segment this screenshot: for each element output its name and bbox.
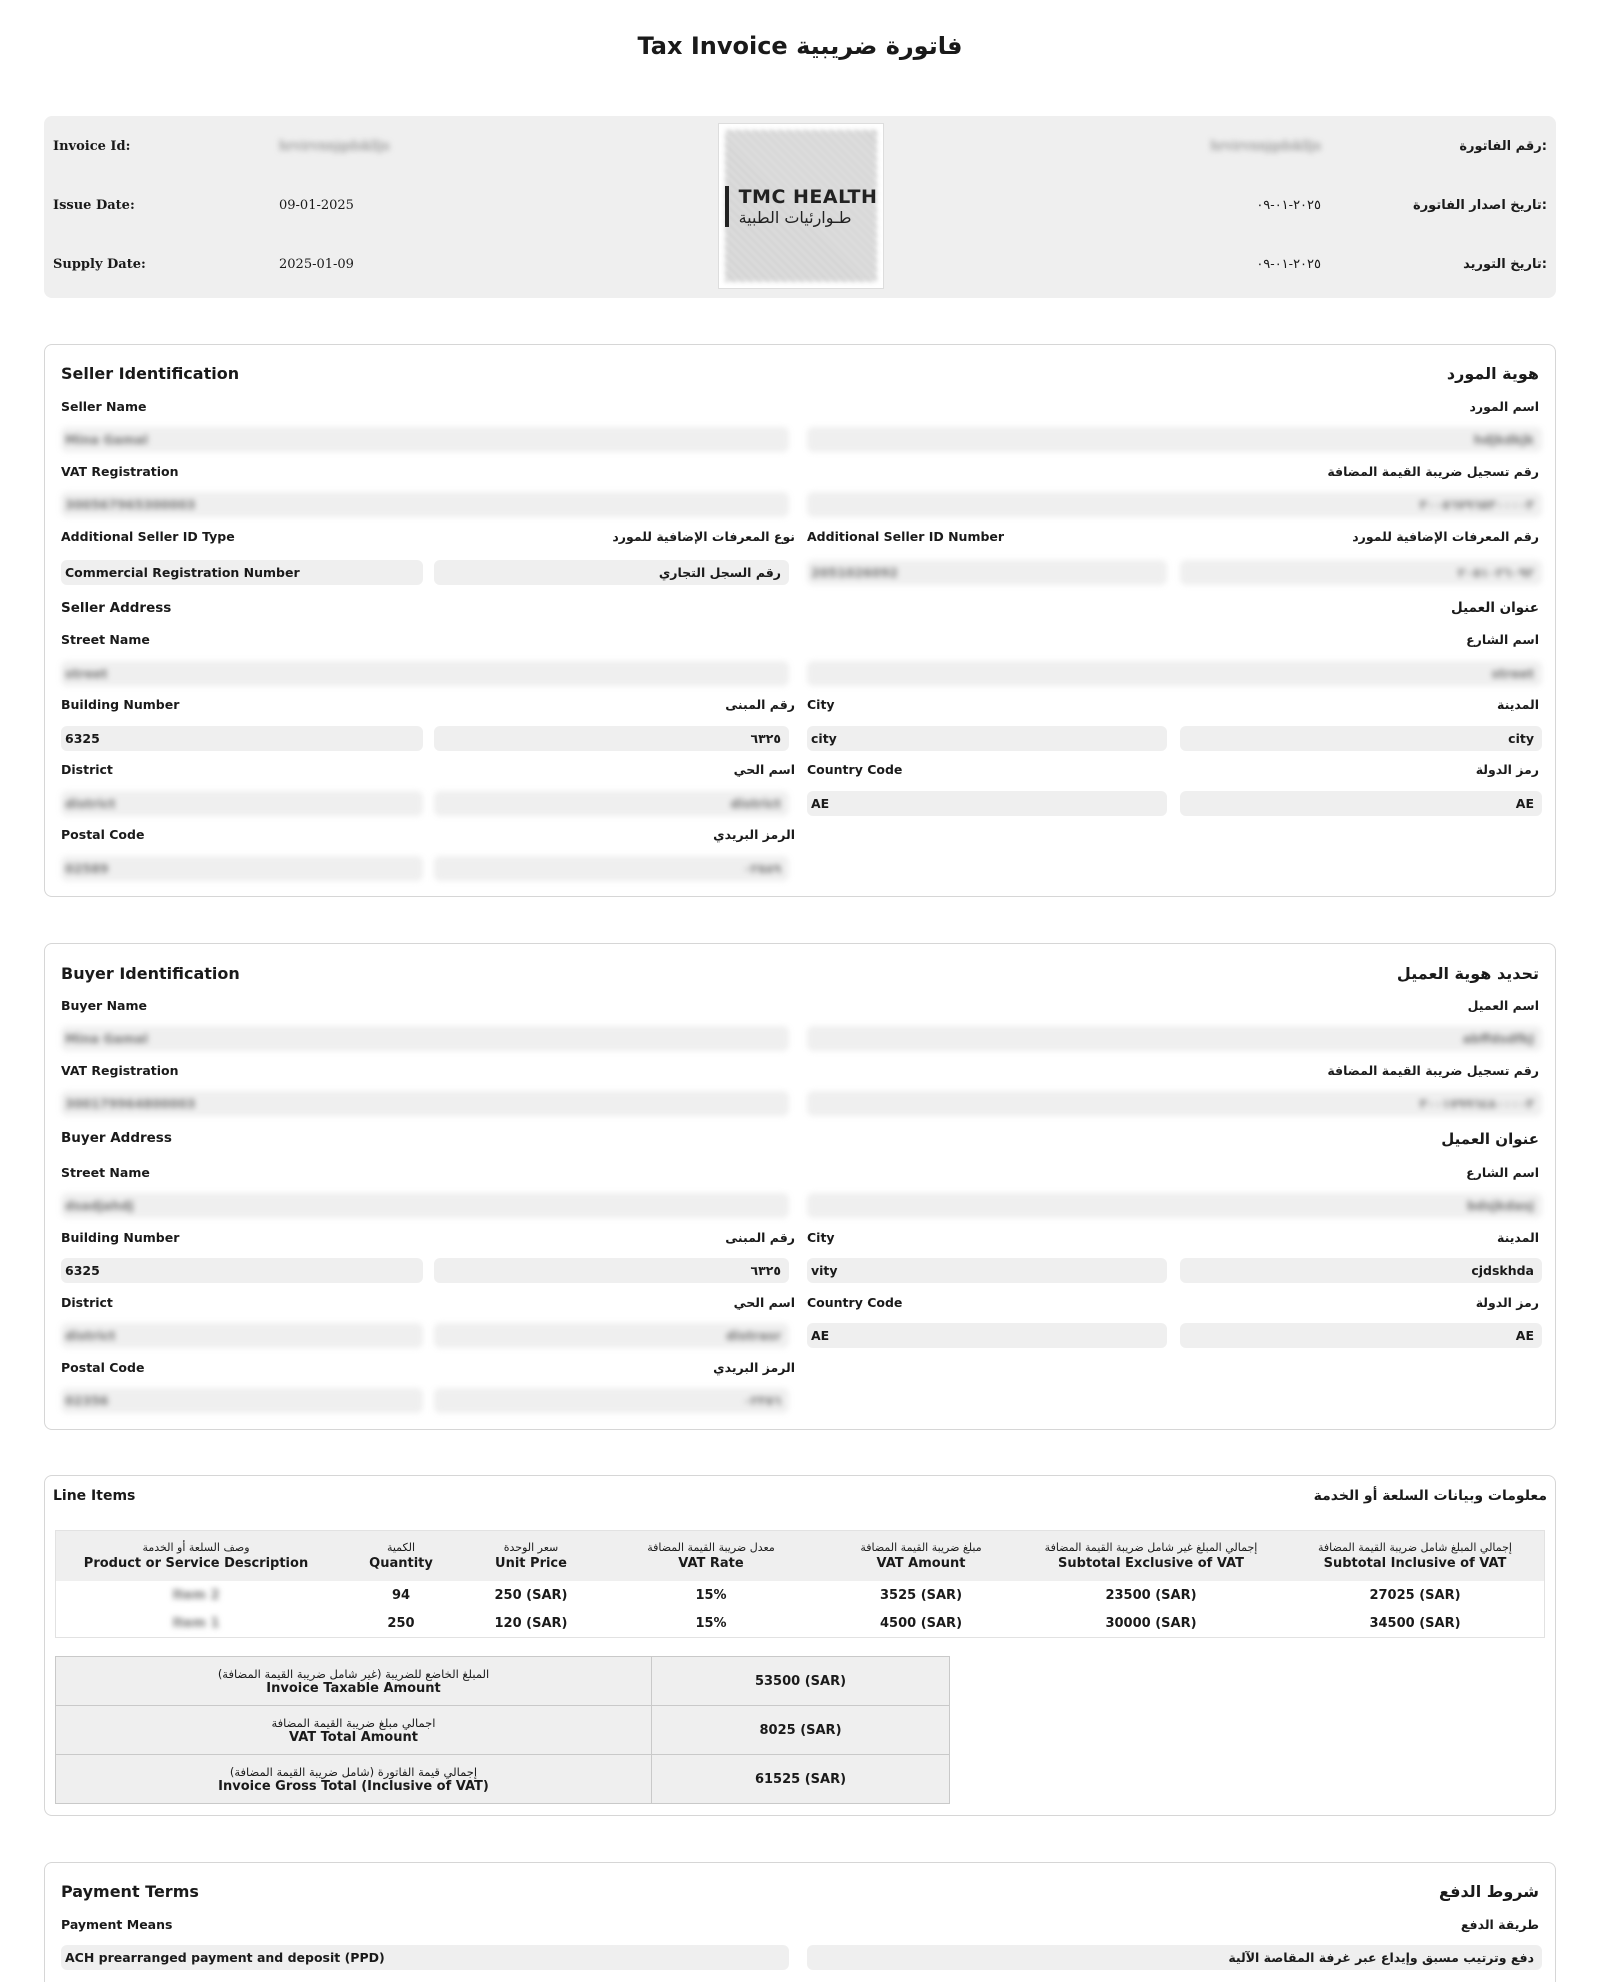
item-vat-rate: 15% bbox=[695, 1615, 727, 1631]
seller-section bbox=[44, 344, 1556, 897]
buyer-district-label: District bbox=[61, 1295, 113, 1310]
buyer-postal-field-ar: ٠٢٣٥٦ bbox=[434, 1388, 789, 1413]
buyer-city-label: City bbox=[807, 1230, 835, 1245]
buyer-city-label-ar: المدينة bbox=[1497, 1230, 1539, 1245]
buyer-title: Buyer Identification bbox=[61, 964, 240, 983]
invoice-id-value-ar: hrvirvnnjgdsklljs bbox=[1210, 139, 1321, 154]
line-items-section bbox=[44, 1475, 1556, 1816]
buyer-city-field-ar: cjdskhda bbox=[1180, 1258, 1542, 1283]
seller-title: Seller Identification bbox=[61, 364, 240, 383]
seller-name-label: Seller Name bbox=[61, 399, 147, 414]
seller-city-label: City bbox=[807, 697, 835, 712]
gross-total-value: 61525 (SAR) bbox=[652, 1755, 950, 1804]
seller-postal-field: 02589 bbox=[61, 856, 423, 881]
col-subtotal-excl: إجمالي المبلغ غير شامل ضريبة القيمة المضافة Subtotal Exclusive of VAT bbox=[1016, 1531, 1286, 1581]
col-description: وصف السلعة أو الخدمة Product or Service Description bbox=[56, 1531, 336, 1581]
line-items-table bbox=[55, 1530, 1545, 1638]
buyer-postal-label: Postal Code bbox=[61, 1360, 145, 1375]
buyer-building-field: 6325 bbox=[61, 1258, 423, 1283]
seller-id-number-field-ar: ٢٠٥١٠٢٦٠٩٢ bbox=[1180, 560, 1542, 585]
buyer-city-field: vity bbox=[807, 1258, 1167, 1283]
seller-street-field-ar: street bbox=[807, 661, 1542, 686]
payment-means-label: Payment Means bbox=[61, 1917, 173, 1932]
invoice-header bbox=[44, 116, 1556, 298]
supply-date-label-ar: تاريخ التوريد: bbox=[1463, 257, 1547, 272]
buyer-name-field-ar: abffdsdfkJ bbox=[807, 1026, 1542, 1051]
seller-country-label: Country Code bbox=[807, 762, 903, 777]
seller-district-label: District bbox=[61, 762, 113, 777]
seller-street-label: Street Name bbox=[61, 632, 150, 647]
item-subtotal-incl: 27025 (SAR) bbox=[1369, 1587, 1461, 1603]
company-logo bbox=[725, 186, 878, 227]
col-vat-amount: مبلغ ضريبة القيمة المضافة VAT Amount bbox=[826, 1531, 1016, 1581]
item-quantity: 250 bbox=[387, 1615, 415, 1631]
seller-postal-label: Postal Code bbox=[61, 827, 145, 842]
buyer-name-label: Buyer Name bbox=[61, 998, 147, 1013]
seller-vat-field-ar: ٣٠٠٥٦٧٩٦٥٣٠٠٠٠٣ bbox=[807, 492, 1542, 517]
invoice-id-value: hrvirvnnjgdsklljs bbox=[279, 139, 390, 154]
seller-name-field: Mina Gamal bbox=[61, 427, 789, 452]
seller-id-number-field: 2051026092 bbox=[807, 560, 1167, 585]
item-unit-price: 120 (SAR) bbox=[494, 1615, 568, 1631]
col-unit-price: سعر الوحدة Unit Price bbox=[466, 1531, 596, 1581]
seller-address-label-ar: عنوان العميل bbox=[1451, 600, 1539, 616]
buyer-country-label-ar: رمز الدولة bbox=[1475, 1295, 1539, 1310]
col-quantity: الكمية Quantity bbox=[336, 1531, 466, 1581]
buyer-street-label-ar: اسم الشارع bbox=[1466, 1165, 1539, 1180]
seller-building-label-ar: رقم المبنى bbox=[725, 697, 795, 712]
payment-means-label-ar: طريقة الدفع bbox=[1460, 1917, 1539, 1932]
buyer-country-label: Country Code bbox=[807, 1295, 903, 1310]
buyer-vat-field: 300179964800003 bbox=[61, 1091, 789, 1116]
qr-code-logo bbox=[718, 123, 884, 289]
buyer-street-field-ar: bdsjkdasj bbox=[807, 1193, 1542, 1218]
buyer-vat-field-ar: ٣٠٠١٧٩٩٦٤٨٠٠٠٠٣ bbox=[807, 1091, 1542, 1116]
item-subtotal-excl: 30000 (SAR) bbox=[1105, 1615, 1197, 1631]
seller-vat-field: 300567965300003 bbox=[61, 492, 789, 517]
col-vat-rate: معدل ضريبة القيمة المضافة VAT Rate bbox=[596, 1531, 826, 1581]
buyer-country-field: AE bbox=[807, 1323, 1167, 1348]
item-vat-amount: 3525 (SAR) bbox=[879, 1587, 963, 1603]
seller-district-field: district bbox=[61, 791, 423, 816]
totals-table bbox=[55, 1656, 950, 1804]
payment-title: Payment Terms bbox=[61, 1882, 199, 1901]
seller-id-type-label: Additional Seller ID Type bbox=[61, 529, 235, 544]
buyer-vat-label-ar: رقم تسجيل ضريبة القيمة المضافة bbox=[1327, 1063, 1539, 1078]
gross-total-row bbox=[56, 1755, 950, 1804]
seller-vat-label: VAT Registration bbox=[61, 464, 179, 479]
item-vat-amount: 4500 (SAR) bbox=[879, 1615, 963, 1631]
seller-name-field-ar: hdjkdkjk bbox=[807, 427, 1542, 452]
item-subtotal-incl: 34500 (SAR) bbox=[1369, 1615, 1461, 1631]
vat-total-label: اجمالي مبلغ ضريبة القيمة المضافة VAT Total Amount bbox=[56, 1706, 652, 1755]
item-subtotal-excl: 23500 (SAR) bbox=[1105, 1587, 1197, 1603]
page-title: Tax Invoice فاتورة ضريبية bbox=[637, 32, 963, 60]
seller-country-label-ar: رمز الدولة bbox=[1475, 762, 1539, 777]
buyer-country-field-ar: AE bbox=[1180, 1323, 1542, 1348]
payment-section bbox=[44, 1862, 1556, 1982]
seller-street-label-ar: اسم الشارع bbox=[1466, 632, 1539, 647]
item-vat-rate: 15% bbox=[695, 1587, 727, 1603]
buyer-address-label-ar: عنوان العميل bbox=[1441, 1130, 1539, 1148]
buyer-street-field: dsadjahdj bbox=[61, 1193, 789, 1218]
seller-country-field-ar: AE bbox=[1180, 791, 1542, 816]
seller-city-field-ar: city bbox=[1180, 726, 1542, 751]
payment-means-field: ACH prearranged payment and deposit (PPD) bbox=[61, 1945, 789, 1970]
seller-id-type-label-ar: نوع المعرفات الإضافية للمورد bbox=[612, 529, 795, 544]
seller-city-field: city bbox=[807, 726, 1167, 751]
line-items-header-row bbox=[56, 1531, 1544, 1581]
seller-name-label-ar: اسم المورد bbox=[1469, 399, 1539, 414]
item-quantity: 94 bbox=[391, 1587, 411, 1603]
seller-title-ar: هوية المورد bbox=[1446, 364, 1539, 383]
invoice-id-label: Invoice Id: bbox=[53, 139, 131, 154]
supply-date-value-ar: ٢٠٢٥-٠١-٠٩ bbox=[1256, 257, 1321, 272]
item-unit-price: 250 (SAR) bbox=[494, 1587, 568, 1603]
item-description: Item 2 bbox=[172, 1587, 220, 1603]
seller-id-number-label: Additional Seller ID Number bbox=[807, 529, 1005, 544]
buyer-district-label-ar: اسم الحي bbox=[733, 1295, 795, 1310]
line-items-title-ar: معلومات وبيانات السلعة أو الخدمة bbox=[1313, 1488, 1547, 1504]
buyer-street-label: Street Name bbox=[61, 1165, 150, 1180]
issue-date-value: 09-01-2025 bbox=[279, 198, 354, 213]
item-description: Item 1 bbox=[172, 1615, 220, 1631]
seller-building-field: 6325 bbox=[61, 726, 423, 751]
buyer-name-field: Mina Gamal bbox=[61, 1026, 789, 1051]
col-subtotal-incl: إجمالي المبلغ شامل ضريبة القيمة المضافة Subtotal Inclusive of VAT bbox=[1286, 1531, 1544, 1581]
issue-date-label-ar: تاريخ اصدار الفاتورة: bbox=[1413, 198, 1547, 213]
buyer-building-field-ar: ٦٣٢٥ bbox=[434, 1258, 789, 1283]
supply-date-value: 2025-01-09 bbox=[279, 257, 354, 272]
supply-date-label: Supply Date: bbox=[53, 257, 146, 272]
buyer-vat-label: VAT Registration bbox=[61, 1063, 179, 1078]
logo-text-en: TMC HEALTH bbox=[738, 185, 878, 208]
buyer-section bbox=[44, 943, 1556, 1430]
seller-address-label: Seller Address bbox=[61, 600, 172, 616]
logo-text-ar: طـوارئيات الطبية bbox=[738, 207, 852, 227]
issue-date-value-ar: ٢٠٢٥-٠١-٠٩ bbox=[1256, 198, 1321, 213]
seller-country-field: AE bbox=[807, 791, 1167, 816]
invoice-id-label-ar: رقم الفاتورة: bbox=[1459, 139, 1547, 154]
seller-id-type-field: Commercial Registration Number bbox=[61, 560, 423, 585]
buyer-building-label: Building Number bbox=[61, 1230, 180, 1245]
buyer-address-label: Buyer Address bbox=[61, 1130, 172, 1146]
seller-id-number-label-ar: رقم المعرفات الإضافية للمورد bbox=[1352, 529, 1539, 544]
seller-building-label: Building Number bbox=[61, 697, 180, 712]
buyer-postal-label-ar: الرمز البريدي bbox=[713, 1360, 795, 1375]
seller-street-field: street bbox=[61, 661, 789, 686]
buyer-district-field: district bbox=[61, 1323, 423, 1348]
seller-building-field-ar: ٦٣٢٥ bbox=[434, 726, 789, 751]
taxable-amount-label: المبلغ الخاضع للضريبة (غير شامل ضريبة القيمة المضافة) Invoice Taxable Amount bbox=[56, 1657, 652, 1706]
payment-means-field-ar: دفع وترتيب مسبق وإيداع عبر غرفة المقاصة الآلية bbox=[807, 1945, 1542, 1970]
vat-total-value: 8025 (SAR) bbox=[652, 1706, 950, 1755]
payment-title-ar: شروط الدفع bbox=[1439, 1882, 1539, 1901]
line-items-title: Line Items bbox=[53, 1488, 136, 1504]
table-row bbox=[56, 1581, 1544, 1609]
seller-postal-field-ar: ٠٢٥٨٩ bbox=[434, 856, 789, 881]
taxable-amount-row bbox=[56, 1657, 950, 1706]
seller-vat-label-ar: رقم تسجيل ضريبة القيمة المضافة bbox=[1327, 464, 1539, 479]
vat-total-row bbox=[56, 1706, 950, 1755]
seller-district-field-ar: district bbox=[434, 791, 789, 816]
buyer-postal-field: 02356 bbox=[61, 1388, 423, 1413]
buyer-name-label-ar: اسم العميل bbox=[1467, 998, 1539, 1013]
issue-date-label: Issue Date: bbox=[53, 198, 135, 213]
gross-total-label: إجمالي قيمة الفاتورة (شامل ضريبة القيمة المضافة) Invoice Gross Total (Inclusive of VAT) bbox=[56, 1755, 652, 1804]
buyer-building-label-ar: رقم المبنى bbox=[725, 1230, 795, 1245]
seller-district-label-ar: اسم الحي bbox=[733, 762, 795, 777]
seller-postal-label-ar: الرمز البريدي bbox=[713, 827, 795, 842]
taxable-amount-value: 53500 (SAR) bbox=[652, 1657, 950, 1706]
table-row bbox=[56, 1609, 1544, 1637]
seller-id-type-field-ar: رقم السجل التجاري bbox=[434, 560, 789, 585]
seller-city-label-ar: المدينة bbox=[1497, 697, 1539, 712]
buyer-district-field-ar: distrasr bbox=[434, 1323, 789, 1348]
buyer-title-ar: تحديد هوية العميل bbox=[1396, 964, 1539, 983]
